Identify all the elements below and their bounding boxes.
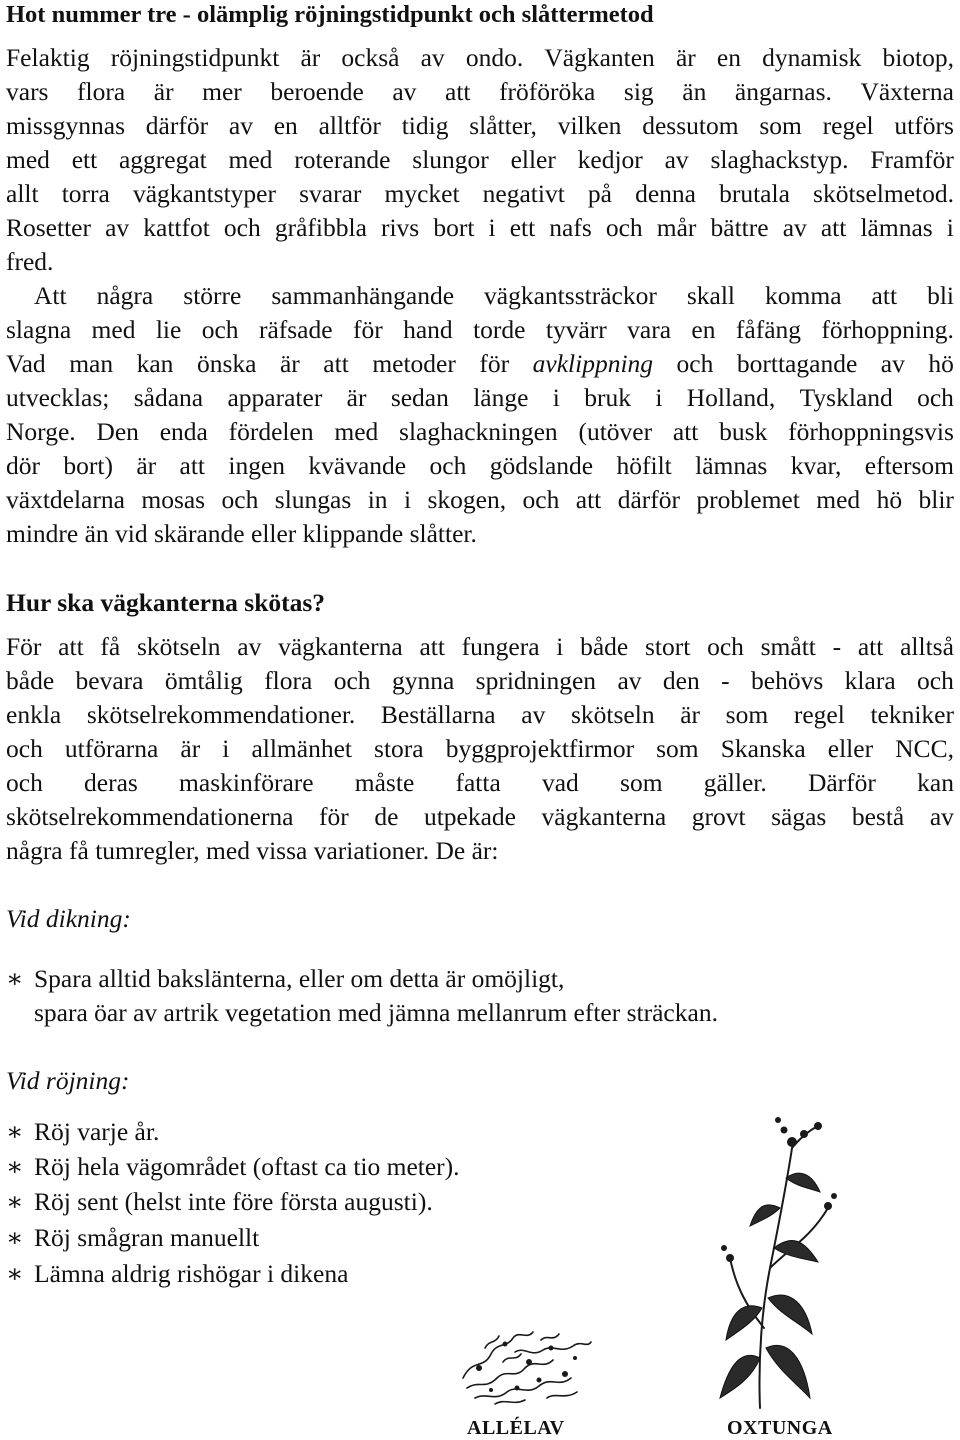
word: och [707,632,744,661]
word: borttagande [736,349,858,378]
word: spridningen [475,666,597,695]
word: tidig [401,111,449,140]
word: mycket [384,179,460,208]
word: vilken [557,111,622,140]
word: skogen, [427,485,507,514]
paragraph-line [6,109,954,143]
word: kattfot [143,213,210,242]
bullet-item [6,1115,159,1149]
paragraph-line-last: några få tumregler, med vissa variationer. De är: [6,836,499,865]
word: är [279,349,300,378]
word: är [180,734,201,763]
word: av [105,213,130,242]
word: regel [793,700,845,729]
word: Att [34,281,67,310]
bullet-text: Röj hela vägområdet (oftast ca tio meter). [34,1152,460,1181]
word: på [587,179,612,208]
word: i [556,632,564,661]
word: av [521,700,546,729]
word: förhoppning. [821,315,954,344]
word: hö [876,485,903,514]
word: att [419,632,445,661]
paragraph-line-last: fred. [6,247,54,276]
word: Norge. [6,417,76,446]
word: röjningstidpunkt [110,43,280,72]
word: mosas [141,485,206,514]
word: att [58,632,84,661]
word: apparater [227,383,323,412]
bullet-asterisk-icon: ∗ [6,1187,24,1216]
bullet-text: Röj smågran manuellt [34,1223,260,1252]
section-label-rojning: Vid röjning: [6,1066,130,1095]
word: man [69,349,114,378]
word: av [228,111,253,140]
word: för [352,315,383,344]
word: stora [374,734,424,763]
word: och [333,666,371,695]
word: vägkantssträckor [484,281,657,310]
word: en [716,43,741,72]
word: att [672,417,699,446]
word: blir [918,485,954,514]
word: utförarna [64,734,159,763]
word: skötseln [570,700,655,729]
paragraph-line [6,483,954,517]
word: gödslande [489,451,594,480]
bullet-asterisk-icon: ∗ [6,1223,24,1252]
word: skötseln [136,632,221,661]
word: vägkantstyper [132,179,276,208]
word: som [656,734,699,763]
word: nafs [549,213,592,242]
bullet-item [6,1221,259,1255]
word: slaghackningen [399,417,558,446]
word: klara [844,666,896,695]
paragraph-line [6,143,954,177]
word: de [374,802,399,831]
word: är [153,77,174,106]
word: i [552,383,560,412]
word: sägas [771,802,827,831]
word: slungor [412,145,489,174]
paragraph-line [6,800,954,834]
word: är [136,451,157,480]
word: som [620,768,663,797]
word: mer [202,77,242,106]
word: bli [927,281,954,310]
word: NCC, [895,734,954,763]
paragraph-line [6,664,954,698]
word: hand [403,315,453,344]
bullet-asterisk-icon: ∗ [6,964,24,993]
word: att [575,485,602,514]
word: och [522,485,560,514]
bullet-continuation: spara öar av artrik vegetation med jämna mellanrum efter sträckan. [34,998,718,1027]
word: fördelen [228,417,314,446]
bullet-asterisk-icon: ∗ [6,1259,24,1288]
word: större [183,281,242,310]
word: av [237,632,262,661]
word: maskinförare [179,768,314,797]
paragraph-line [6,415,954,449]
paragraph-line [6,41,954,75]
word: vars [6,77,49,106]
word: vägkanterna [278,632,403,661]
word: allmänhet [251,734,352,763]
word: fatta [455,768,501,797]
word: måste [354,768,415,797]
word: av [392,77,417,106]
word: sammanhängande [271,281,455,310]
word: utpekade [423,802,516,831]
word: fungera [461,632,540,661]
italic-word: avklippning [532,349,654,378]
oxtunga-plant-illustration [700,1108,870,1413]
word: och [917,666,954,695]
word: av [929,802,954,831]
word: i [222,734,230,763]
bullet-asterisk-icon: ∗ [6,1152,24,1181]
word: vad [541,768,579,797]
subsection-heading: Hur ska vägkanterna skötas? [6,588,326,617]
word: och [221,485,259,514]
word: ängarnas. [734,77,832,106]
word: skötselrekommendationerna [6,802,294,831]
word: behövs [751,666,824,695]
bullet-item [6,1150,460,1184]
word: skötselrekommendationer. [86,700,356,729]
word: som [725,700,769,729]
word: en [691,315,716,344]
word: tekniker [870,700,954,729]
bullet-text: Lämna aldrig rishögar i dikena [34,1259,349,1288]
word: också [341,43,400,72]
word: alltför [318,111,381,140]
word: skall [686,281,736,310]
word: dör [6,451,40,480]
word: in [367,485,388,514]
word: både [6,666,55,695]
word: i [655,383,663,412]
word: kvävande [308,451,407,480]
paragraph-line [6,177,954,211]
word: Tyskland [799,383,893,412]
word: tyvärr [545,315,607,344]
word: Holland, [686,383,776,412]
word: dynamisk [762,43,862,72]
bullet-text: Röj varje år. [34,1117,160,1146]
word: busk [719,417,768,446]
word: därför [145,111,209,140]
word: eftersom [864,451,954,480]
word: gynna [391,666,455,695]
section-label-dikning: Vid dikning: [6,904,131,933]
word: enda [159,417,208,446]
word: - [832,632,842,661]
word: slaghackstyp. [710,145,849,174]
word: slagna [6,315,72,344]
word: problemet [696,485,800,514]
word: Därför [807,768,876,797]
word: negativt [482,179,565,208]
word: stort [644,632,691,661]
word: att [323,349,349,378]
word: länge [473,383,529,412]
word: Rosetter [6,213,91,242]
word: av [617,666,642,695]
word: Vägkanten [544,43,655,72]
word: bättre [710,213,769,242]
illustration-caption-allelav: ALLÉLAV [467,1417,565,1439]
word: mår [656,213,697,242]
word: Felaktig [6,43,90,72]
word: flora [77,77,126,106]
illustration-caption-oxtunga: OXTUNGA [727,1417,833,1439]
word: därför [617,485,680,514]
word: alltså [900,632,954,661]
paragraph-line [6,211,954,245]
bullet-item [6,962,564,996]
word: i [488,213,496,242]
word: flora [264,666,313,695]
word: som [759,111,802,140]
word: är [680,700,701,729]
word: i [403,485,412,514]
word: av [420,43,445,72]
word: är [300,43,321,72]
word: och [917,383,954,412]
word: räfsade [258,315,333,344]
word: att [857,632,884,661]
word: den [662,666,700,695]
word: byggprojektfirmor [445,734,635,763]
word: med [816,485,861,514]
word: metoder [372,349,456,378]
word: För [6,632,42,661]
paragraph-line-last: mindre än vid skärande eller klippande slåtter. [6,519,477,548]
word: med [91,315,136,344]
bullet-text: Spara alltid bakslänterna, eller om detta är omöjligt, [34,964,565,993]
word: i [946,213,954,242]
word: ondo. [465,43,524,72]
word: lie [155,315,182,344]
word: höfilt [616,451,672,480]
word: och [605,213,643,242]
word: allt [6,179,39,208]
word: än [682,77,707,106]
word: lämnas [695,451,768,480]
word: med [6,145,50,174]
bullet-item [6,1257,348,1291]
paragraph-line [6,381,954,415]
word: gäller. [703,768,767,797]
word: Framför [870,145,954,174]
word: beroende [270,77,364,106]
word: att [871,281,898,310]
word: enkla [6,700,62,729]
word: svarar [299,179,362,208]
word: sig [623,77,654,106]
word: och [6,734,43,763]
paragraph-line-with-italic [6,347,954,381]
word: några [96,281,154,310]
word: att [820,213,847,242]
word: av [880,349,905,378]
word: utvecklas; [6,383,110,412]
paragraph-line [6,766,954,800]
word: bevara [75,666,144,695]
word: växtdelarna [6,485,125,514]
word: bestå [851,802,905,831]
paragraph-line [6,732,954,766]
word: utförs [894,111,954,140]
word: önska [196,349,257,378]
word: eller [827,734,874,763]
word: och [6,768,43,797]
word: dessutom [642,111,739,140]
word: rivs [380,213,420,242]
word: för [319,802,349,831]
paragraph-line [6,313,954,347]
word: en [273,111,298,140]
word: lämnas [860,213,933,242]
word: hö [928,349,954,378]
paragraph-line [6,449,954,483]
word: komma [765,281,842,310]
word: ömtålig [164,666,243,695]
paragraph-line [6,630,954,664]
bullet-asterisk-icon: ∗ [6,1117,24,1146]
word: - [721,666,730,695]
word: gråfibbla [274,213,367,242]
word: få [100,632,121,661]
paragraph-line [34,279,954,313]
paragraph-line [6,75,954,109]
word: sedan [390,383,449,412]
word: Vad [6,349,46,378]
word: kan [917,768,954,797]
word: biotop, [882,43,954,72]
word: Beställarna [380,700,496,729]
word: sådana [133,383,204,412]
word: slåtter, [469,111,537,140]
word: och [223,213,261,242]
word: eller [510,145,556,174]
word: smått [760,632,816,661]
word: slungas [274,485,352,514]
word: för [479,349,510,378]
bullet-item [6,1185,433,1219]
word: kan [136,349,174,378]
word: deras [84,768,138,797]
word: Den [96,417,139,446]
word: denna [635,179,696,208]
word: kedjor [577,145,643,174]
word: torra [61,179,110,208]
word: ett [71,145,98,174]
word: vara [627,315,672,344]
word: att [445,77,471,106]
word: och [201,315,239,344]
word: kvar, [790,451,842,480]
section-heading: Hot nummer tre - olämplig röjningstidpunkt och slåttermetod [6,1,654,28]
word: och [676,349,714,378]
word: förhoppningsvis [788,417,954,446]
word: ingen [228,451,286,480]
word: både [580,632,629,661]
word: ett [509,213,536,242]
word: brutala [719,179,790,208]
word: av [782,213,807,242]
word: bort [433,213,475,242]
word: Växterna [860,77,954,106]
word: bort) [63,451,113,480]
word: vägkanterna [541,802,667,831]
word: roterande [294,145,391,174]
word: Skanska [720,734,806,763]
word: av [664,145,689,174]
word: och [429,451,467,480]
word: fåfäng [735,315,802,344]
word: med [334,417,379,446]
word: är [346,383,367,412]
word: regel [822,111,874,140]
word: grovt [691,802,746,831]
word: torde [473,315,526,344]
word: missgynnas [6,111,126,140]
word: är [675,43,696,72]
paragraph-line [6,698,954,732]
bullet-text: Röj sent (helst inte före första augusti). [34,1187,433,1216]
word: fröföröka [499,77,596,106]
lichen-illustration [455,1318,595,1410]
word: bruk [584,383,631,412]
word: skötselmetod. [813,179,954,208]
word: att [179,451,206,480]
word: med [228,145,273,174]
word: aggregat [118,145,207,174]
word: (utöver [578,417,653,446]
